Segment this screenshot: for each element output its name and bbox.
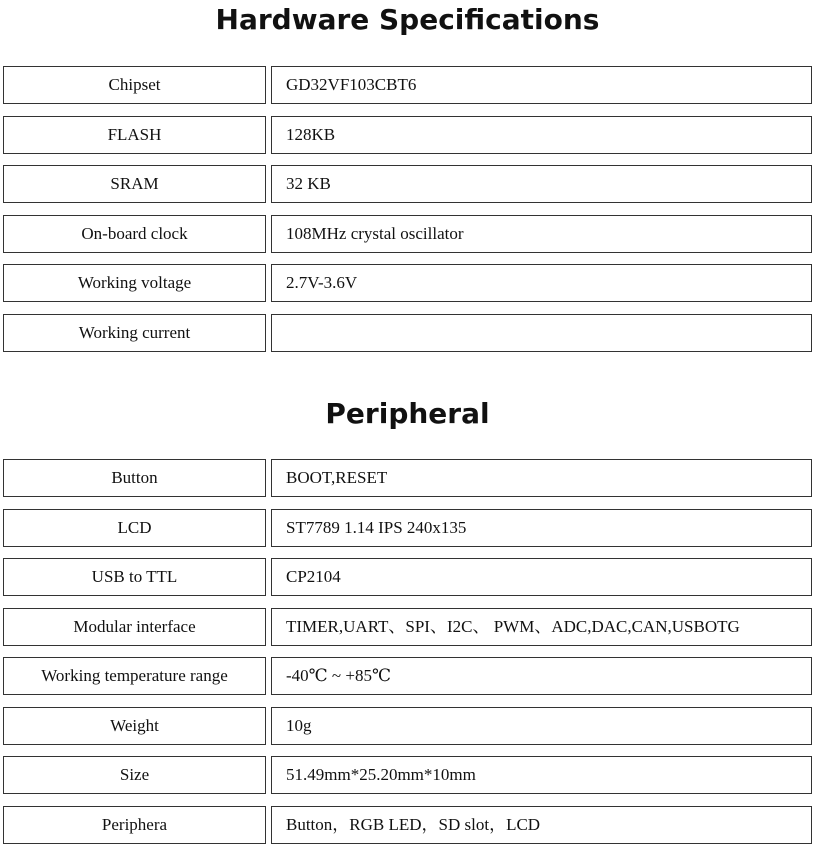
table-row-onboard-clock — [3, 215, 812, 253]
table-row-sram — [3, 165, 812, 203]
row-value: TIMER,UART、SPI、I2C、 PWM、ADC,DAC,CAN,USBOTG — [271, 608, 812, 646]
hardware-specifications-title: Hardware Specifications — [215, 3, 600, 36]
row-label: Chipset — [3, 66, 266, 104]
table-row-modular-interface — [3, 608, 812, 646]
table-row-flash — [3, 116, 812, 154]
row-label: Periphera — [3, 806, 266, 844]
row-value: CP2104 — [271, 558, 812, 596]
table-row-weight — [3, 707, 812, 745]
table-row-button — [3, 459, 812, 497]
table-row-working-voltage — [3, 264, 812, 302]
table-row-chipset — [3, 66, 812, 104]
row-label: LCD — [3, 509, 266, 547]
peripheral-title: Peripheral — [325, 397, 490, 430]
row-value: 10g — [271, 707, 812, 745]
hardware-specifications-table — [3, 66, 812, 363]
table-row-lcd — [3, 509, 812, 547]
row-label: Modular interface — [3, 608, 266, 646]
row-label: SRAM — [3, 165, 266, 203]
row-value: 108MHz crystal oscillator — [271, 215, 812, 253]
row-value: 51.49mm*25.20mm*10mm — [271, 756, 812, 794]
row-label: USB to TTL — [3, 558, 266, 596]
row-label: Button — [3, 459, 266, 497]
row-value: GD32VF103CBT6 — [271, 66, 812, 104]
row-label: On-board clock — [3, 215, 266, 253]
row-value: 2.7V-3.6V — [271, 264, 812, 302]
peripheral-table — [3, 459, 812, 855]
row-label: Weight — [3, 707, 266, 745]
row-value: ST7789 1.14 IPS 240x135 — [271, 509, 812, 547]
row-label: Size — [3, 756, 266, 794]
row-label: Working current — [3, 314, 266, 352]
table-row-working-current — [3, 314, 812, 352]
row-value: 128KB — [271, 116, 812, 154]
row-value: 32 KB — [271, 165, 812, 203]
row-value — [271, 314, 812, 352]
row-value: Button，RGB LED，SD slot，LCD — [271, 806, 812, 844]
row-value: BOOT,RESET — [271, 459, 812, 497]
row-label: FLASH — [3, 116, 266, 154]
table-row-size — [3, 756, 812, 794]
table-row-periphera — [3, 806, 812, 844]
table-row-working-temperature-range — [3, 657, 812, 695]
table-row-usb-to-ttl — [3, 558, 812, 596]
row-label: Working temperature range — [3, 657, 266, 695]
row-value: -40℃ ~ +85℃ — [271, 657, 812, 695]
row-label: Working voltage — [3, 264, 266, 302]
